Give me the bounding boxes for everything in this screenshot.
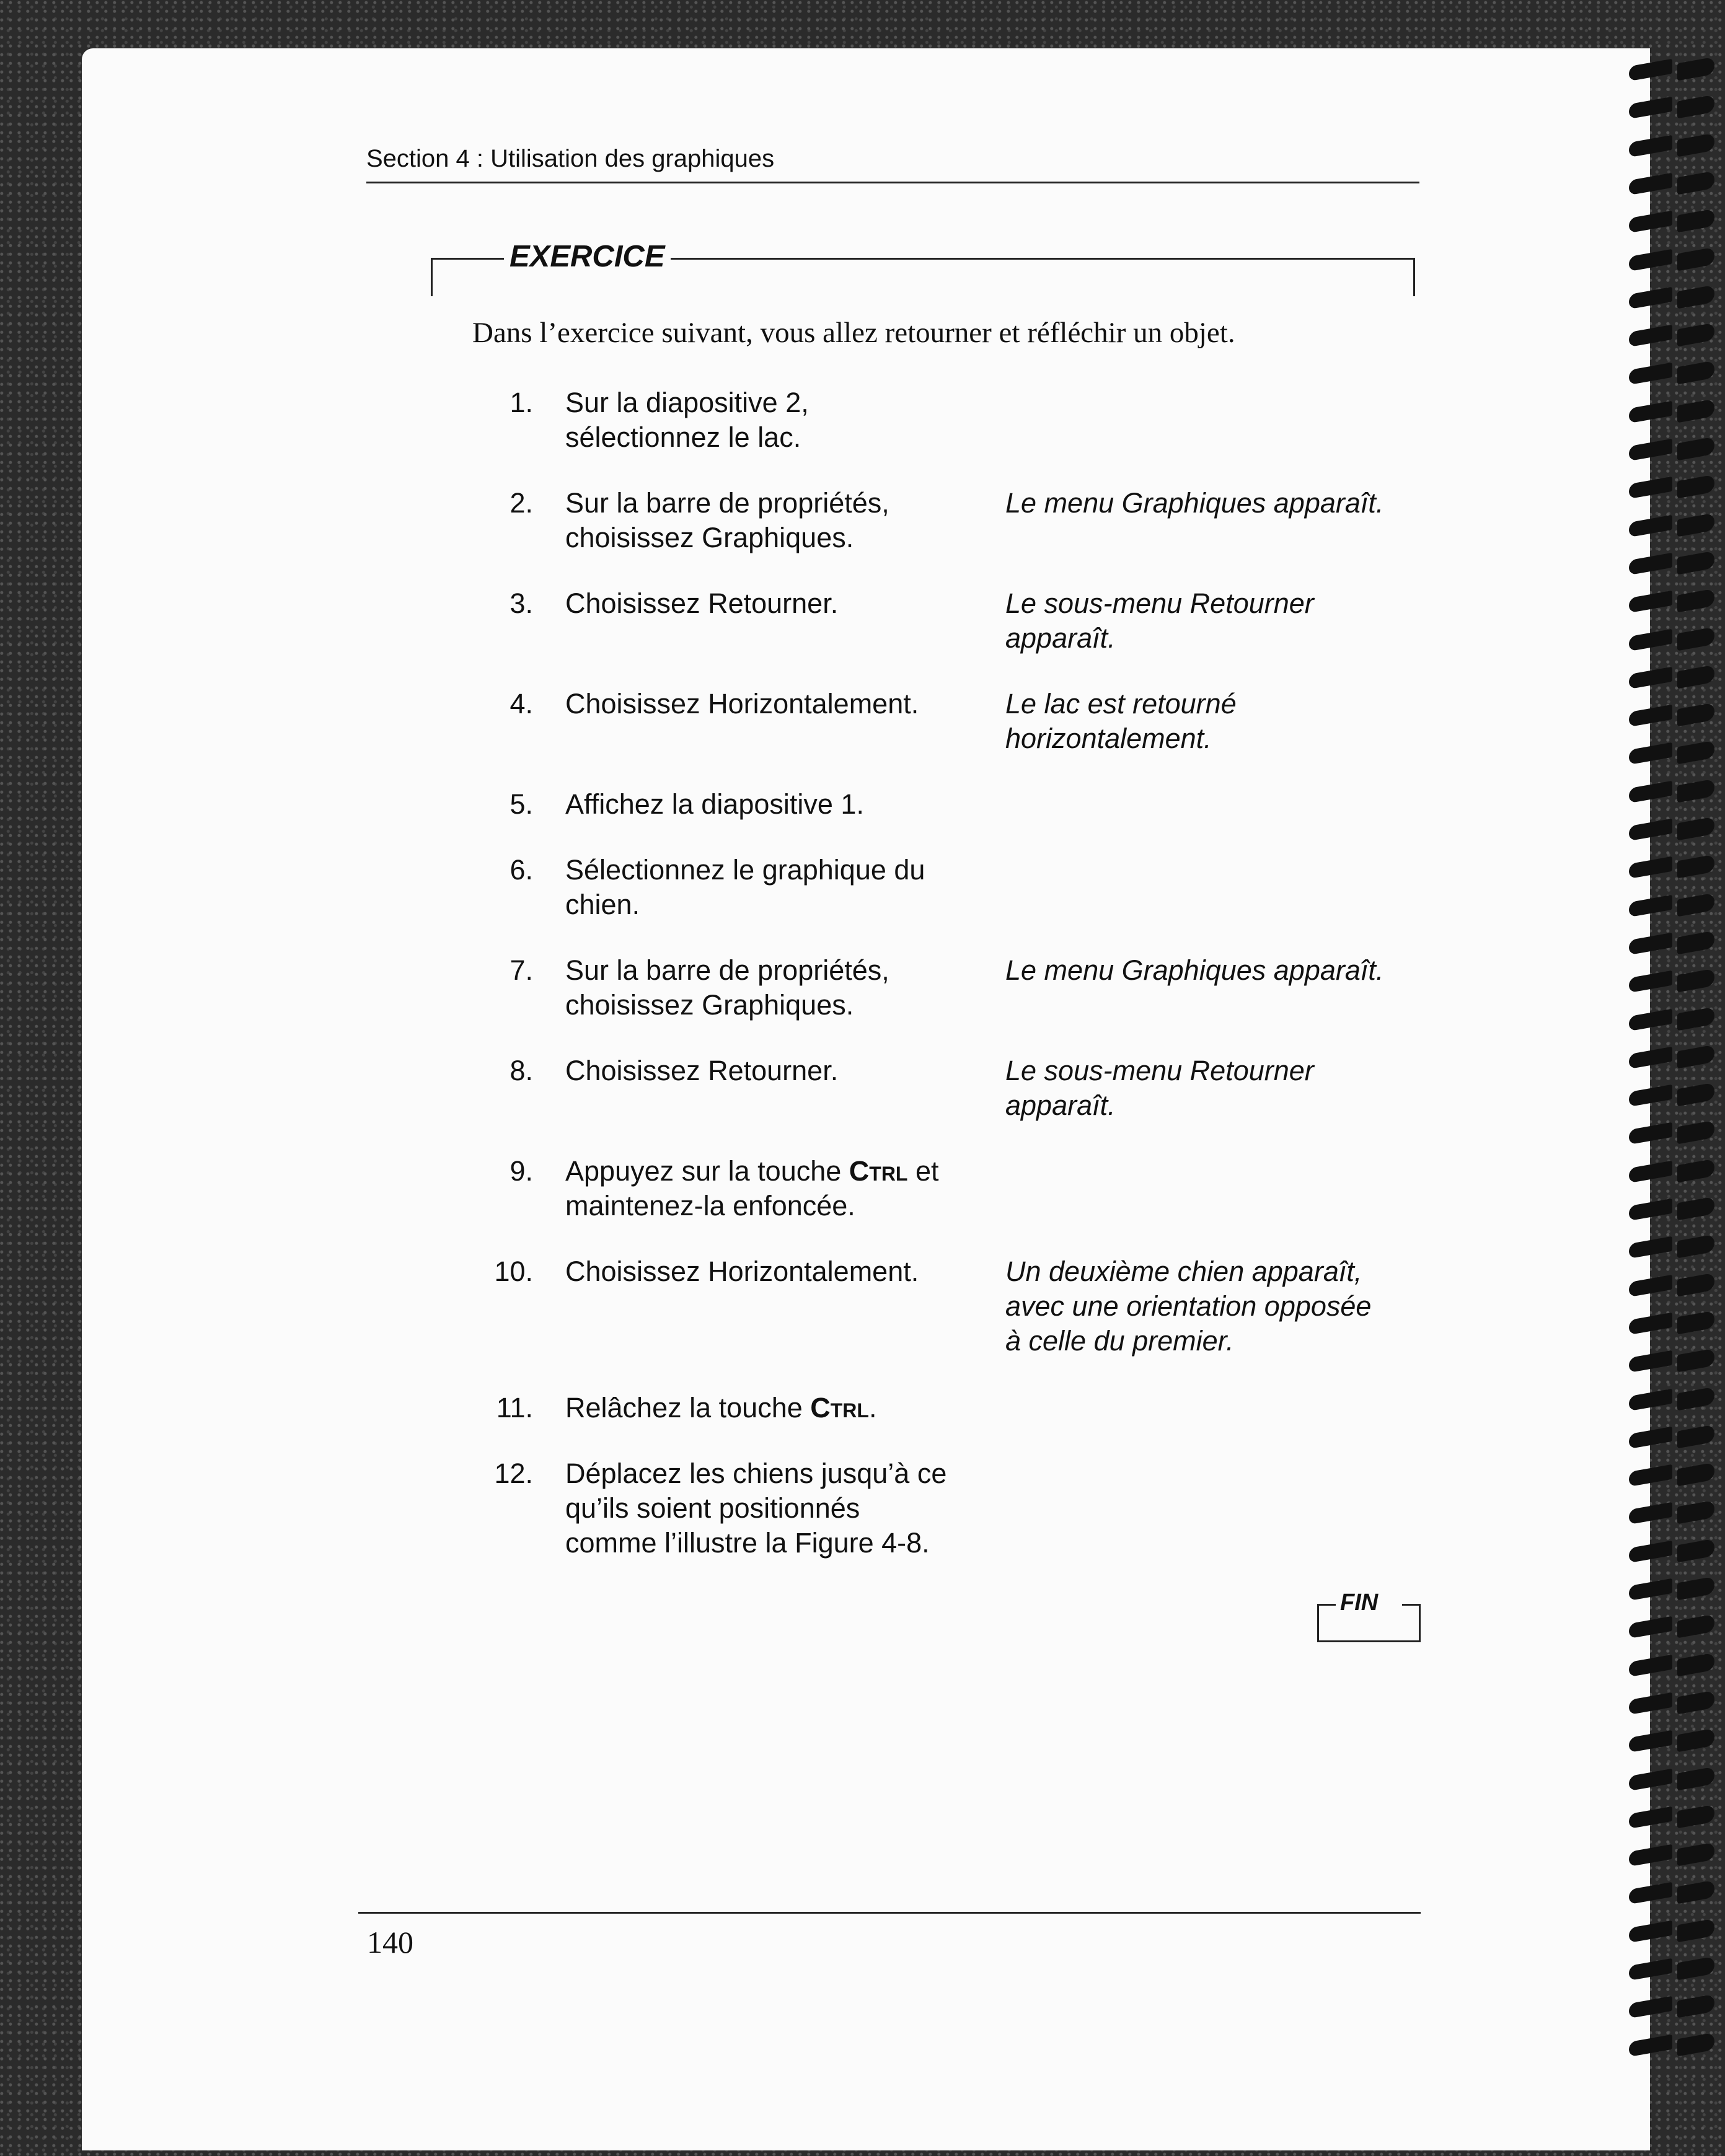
spiral-coil	[1624, 363, 1725, 384]
spiral-coil	[1624, 477, 1725, 498]
fin-frame-top-right	[1402, 1604, 1421, 1606]
step-instruction	[565, 385, 987, 455]
step-instruction	[565, 1391, 987, 1425]
spiral-coil	[1624, 1009, 1725, 1030]
spiral-coil	[1624, 553, 1725, 574]
step-number: 1.	[510, 387, 533, 418]
step-instruction	[565, 486, 987, 555]
spiral-coil	[1624, 1427, 1725, 1448]
spiral-coil	[1624, 933, 1725, 954]
step-instruction-line: Sur la diapositive 2,	[565, 387, 809, 418]
spiral-coil	[1624, 742, 1725, 763]
fin-frame-left	[1317, 1604, 1319, 1642]
spiral-coil	[1624, 1085, 1725, 1106]
step-instruction-line: choisissez Graphiques.	[565, 989, 854, 1021]
step-instruction	[565, 1154, 987, 1223]
step-result	[1005, 586, 1427, 656]
exercise-frame-right-tick	[1413, 258, 1415, 296]
spiral-coil	[1624, 515, 1725, 536]
end-label: FIN	[1340, 1590, 1379, 1616]
step-result-line: Le lac est retourné	[1005, 688, 1237, 719]
step-instruction-line: qu’ils soient positionnés	[565, 1492, 860, 1524]
step-result	[1005, 687, 1427, 756]
step-result-line: Le sous-menu Retourner	[1005, 587, 1314, 619]
spiral-coil	[1624, 1806, 1725, 1828]
step-number: 5.	[510, 788, 533, 820]
step-instruction-line: maintenez-la enfoncée.	[565, 1190, 855, 1221]
step-instruction-line: Sur la barre de propriétés,	[565, 954, 889, 986]
step-instruction-line: Sélectionnez le graphique du	[565, 854, 925, 886]
step-number: 11.	[496, 1392, 533, 1423]
spiral-coil	[1624, 59, 1725, 80]
step-number: 10.	[494, 1256, 533, 1287]
spiral-coil	[1624, 1958, 1725, 1979]
step-result-line: Un deuxième chien apparaît,	[1005, 1256, 1362, 1287]
spiral-coil	[1624, 1692, 1725, 1714]
fin-frame-bottom	[1317, 1640, 1421, 1642]
spiral-coil	[1624, 1389, 1725, 1410]
step-result	[1005, 1054, 1427, 1123]
spiral-coil	[1624, 1199, 1725, 1220]
spiral-coil	[1624, 1730, 1725, 1751]
step-instruction-line: Relâchez la touche Ctrl.	[565, 1392, 877, 1423]
step-instruction	[565, 787, 987, 822]
spiral-coil	[1624, 895, 1725, 916]
step-result-line: à celle du premier.	[1005, 1325, 1234, 1357]
spiral-coil	[1624, 629, 1725, 650]
spiral-coil	[1624, 211, 1725, 232]
spiral-coil	[1624, 1161, 1725, 1182]
spiral-coil	[1624, 1122, 1725, 1143]
exercise-frame-left-dash	[431, 258, 504, 260]
step-instruction-line: Choisissez Retourner.	[565, 1055, 839, 1086]
step-instruction-line: Choisissez Horizontalement.	[565, 1256, 919, 1287]
step-instruction-line: Choisissez Retourner.	[565, 587, 839, 619]
spiral-coil	[1624, 135, 1725, 156]
spiral-coil	[1624, 401, 1725, 422]
exercise-frame-right-dash	[671, 258, 1415, 260]
step-instruction-line: chien.	[565, 889, 640, 920]
step-result	[1005, 486, 1427, 521]
step-number: 3.	[510, 587, 533, 619]
spiral-coil	[1624, 1236, 1725, 1257]
spiral-coil	[1624, 591, 1725, 612]
step-instruction-line: Choisissez Horizontalement.	[565, 688, 919, 719]
spiral-coil	[1624, 1578, 1725, 1599]
spiral-coil	[1624, 173, 1725, 194]
spiral-coil	[1624, 1844, 1725, 1865]
spiral-coil	[1624, 1313, 1725, 1334]
header-rule	[366, 182, 1419, 183]
step-instruction	[565, 1054, 987, 1088]
section-header: Section 4 : Utilisation des graphiques	[366, 145, 775, 172]
footer-rule	[358, 1912, 1421, 1914]
step-result-line: Le menu Graphiques apparaît.	[1005, 954, 1384, 986]
spiral-coil	[1624, 1616, 1725, 1637]
spiral-coil	[1624, 97, 1725, 118]
step-result-line: avec une orientation opposée	[1005, 1290, 1372, 1322]
step-instruction	[565, 687, 987, 721]
key-name: Ctrl	[849, 1155, 908, 1187]
exercise-intro: Dans l’exercice suivant, vous allez retourner et réfléchir un objet.	[472, 317, 1235, 349]
step-number: 7.	[510, 954, 533, 986]
spiral-coil	[1624, 1541, 1725, 1562]
spiral-coil	[1624, 705, 1725, 726]
step-result-line: apparaît.	[1005, 1089, 1116, 1121]
spiral-coil	[1624, 819, 1725, 840]
step-instruction	[565, 953, 987, 1023]
fin-frame-top-left	[1317, 1604, 1336, 1606]
spiral-coil	[1624, 1655, 1725, 1676]
spiral-coil	[1624, 781, 1725, 802]
spiral-coil	[1624, 667, 1725, 688]
spiral-coil	[1624, 1047, 1725, 1068]
spiral-coil	[1624, 439, 1725, 460]
step-instruction	[565, 1254, 987, 1289]
step-result	[1005, 1254, 1427, 1358]
spiral-coil	[1624, 1464, 1725, 1485]
step-result-line: Le sous-menu Retourner	[1005, 1055, 1314, 1086]
step-instruction	[565, 1456, 987, 1560]
step-instruction-line: Sur la barre de propriétés,	[565, 487, 889, 519]
spiral-binding	[1624, 59, 1725, 2098]
step-number: 4.	[510, 688, 533, 719]
step-number: 8.	[510, 1055, 533, 1086]
exercise-title: EXERCICE	[510, 240, 665, 273]
spiral-coil	[1624, 970, 1725, 992]
step-instruction-line: sélectionnez le lac.	[565, 421, 801, 453]
exercise-frame-left-tick	[431, 258, 433, 296]
step-result-line: horizontalement.	[1005, 723, 1212, 754]
step-number: 12.	[494, 1458, 533, 1489]
spiral-coil	[1624, 1882, 1725, 1903]
step-instruction-line: Déplacez les chiens jusqu’à ce	[565, 1458, 947, 1489]
step-result-line: apparaît.	[1005, 622, 1116, 654]
spiral-coil	[1624, 287, 1725, 308]
spiral-coil	[1624, 856, 1725, 878]
fin-frame-right	[1419, 1604, 1421, 1642]
spiral-coil	[1624, 1921, 1725, 1942]
page-number: 140	[367, 1925, 413, 1960]
step-instruction-line: Appuyez sur la touche Ctrl et	[565, 1155, 939, 1187]
step-instruction	[565, 853, 987, 922]
step-instruction	[565, 586, 987, 621]
step-result	[1005, 953, 1427, 988]
spiral-coil	[1624, 1275, 1725, 1296]
step-instruction-line: Affichez la diapositive 1.	[565, 788, 864, 820]
step-result-line: Le menu Graphiques apparaît.	[1005, 487, 1384, 519]
step-instruction-line: choisissez Graphiques.	[565, 522, 854, 553]
step-instruction-line: comme l’illustre la Figure 4-8.	[565, 1527, 930, 1559]
spiral-coil	[1624, 1350, 1725, 1371]
step-number: 9.	[510, 1155, 533, 1187]
spiral-coil	[1624, 1769, 1725, 1790]
step-number: 6.	[510, 854, 533, 886]
spiral-coil	[1624, 249, 1725, 270]
key-name: Ctrl	[810, 1392, 869, 1423]
spiral-coil	[1624, 325, 1725, 346]
spiral-coil	[1624, 2035, 1725, 2056]
spiral-coil	[1624, 1996, 1725, 2017]
spiral-coil	[1624, 1502, 1725, 1523]
step-number: 2.	[510, 487, 533, 519]
